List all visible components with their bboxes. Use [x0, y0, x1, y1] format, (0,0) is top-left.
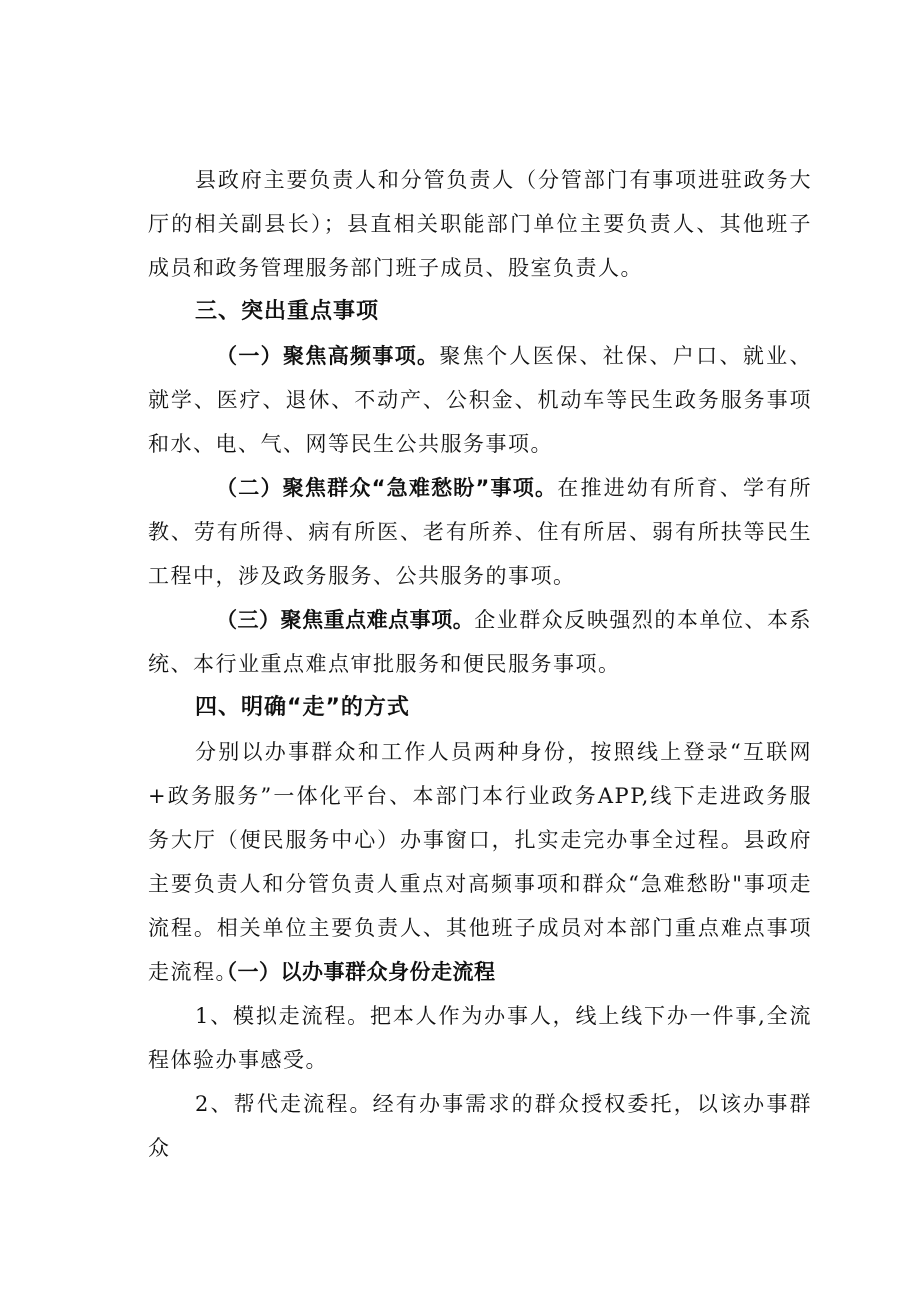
paragraph-participants: 县政府主要负责人和分管负责人（分管部门有事项进驻政务大厅的相关副县长）；县直相关职能部门单位主要负责人、其他班子成员和政务管理服务部门班子成员、股室负责人。 — [148, 168, 812, 280]
item-lead-urgent-matters: （二）聚焦群众“急难愁盼”事项。 — [216, 476, 558, 500]
item-body-key-difficult: 企业群众反映强烈的本单位、本系统、本行业重点难点审批服务和便民服务事项。 — [148, 608, 813, 676]
paragraph-urgent-matters — [148, 466, 812, 598]
item-lead-high-frequency: （一）聚焦高频事项。 — [216, 344, 440, 368]
paragraph-methods: 分别以办事群众和工作人员两种身份，按照线上登录“互联网+政务服务”一体化平台、本部门本行业政务APP,线下走进政务服务大厅（便民服务中心）办事窗口，扎实走完办事全过程。县政府主要负责人和分管负责人重点对高频事项和群众“急难愁盼"事项走流程。相关单位主要负责人、其他班子成员对本部门重点难点事项走流程。 — [148, 740, 812, 984]
section-heading-three: 三、突出重点事项 — [195, 299, 380, 324]
item-lead-key-difficult: （三）聚焦重点难点事项。 — [216, 608, 475, 632]
section-heading-four: 四、明确“走”的方式 — [195, 695, 410, 720]
paragraph-high-frequency — [148, 334, 812, 466]
paragraph-simulate: 1、模拟走流程。把本人作为办事人，线上线下办一件事,全流程体验办事感受。 — [148, 1004, 812, 1072]
item-body-high-frequency: 聚焦个人医保、社保、户口、就业、就学、医疗、退休、不动产、公积金、机动车等民生政务服务事项和水、电、气、网等民生公共服务事项。 — [148, 344, 813, 456]
paragraph-key-difficult — [148, 598, 812, 686]
item-body-urgent-matters: 在推进幼有所育、学有所教、劳有所得、病有所医、老有所养、住有所居、弱有所扶等民生工程中，涉及政务服务、公共服务的事项。 — [148, 476, 812, 588]
paragraph-proxy: 2、帮代走流程。经有办事需求的群众授权委托，以该办事群众 — [148, 1092, 812, 1160]
subheading-citizen-identity: （一）以办事群众身份走流程 — [216, 960, 496, 984]
